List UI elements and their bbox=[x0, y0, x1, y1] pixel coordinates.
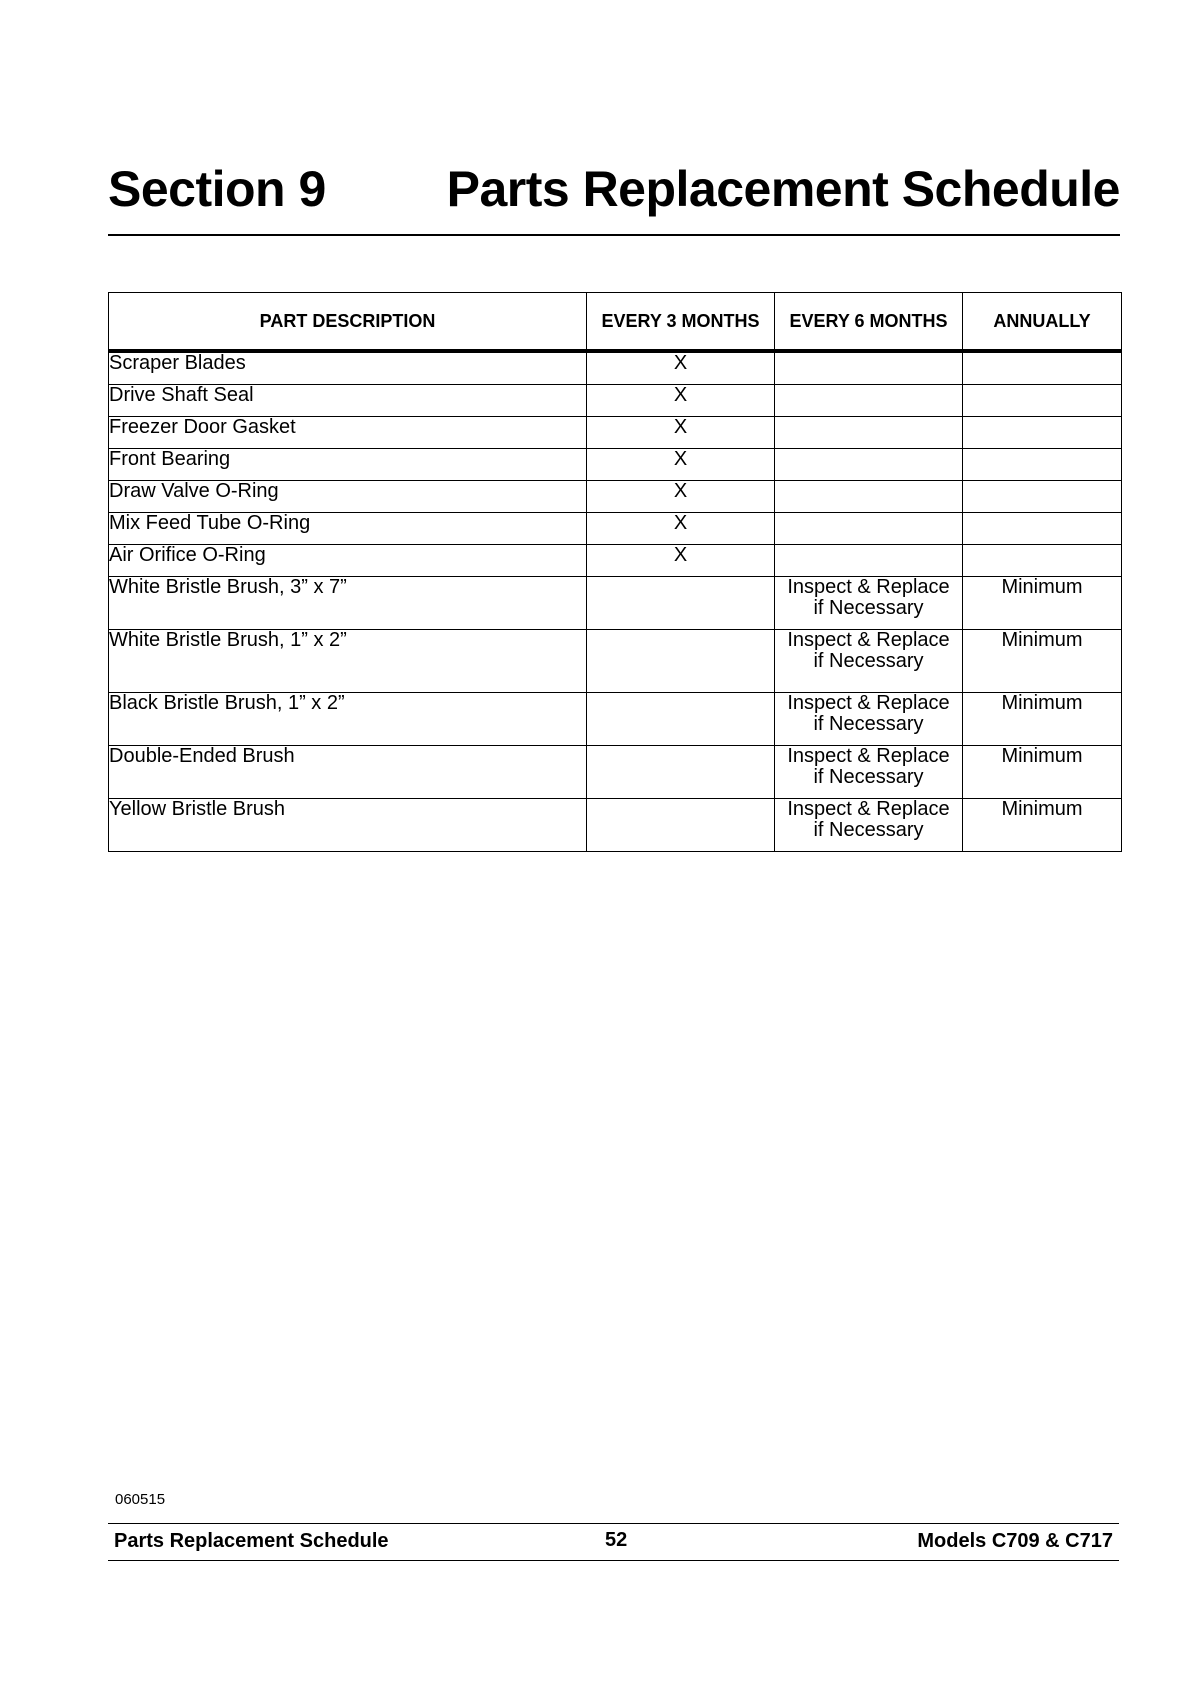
every-6-months-line-1: Inspect & Replace bbox=[787, 798, 950, 820]
page-number: 52 bbox=[605, 1529, 628, 1551]
every-3-months-cell bbox=[587, 630, 775, 693]
annually-cell bbox=[963, 417, 1122, 449]
part-description-cell: Scraper Blades bbox=[109, 351, 587, 385]
part-description-cell: Freezer Door Gasket bbox=[109, 417, 587, 449]
section-title: Parts Replacement Schedule bbox=[446, 161, 1120, 217]
every-3-months-cell: X bbox=[587, 385, 775, 417]
page-footer bbox=[108, 1523, 1119, 1561]
column-header-annually: ANNUALLY bbox=[963, 293, 1122, 352]
every-6-months-cell bbox=[775, 799, 963, 852]
every-3-months-cell: X bbox=[587, 449, 775, 481]
annually-cell: Minimum bbox=[963, 799, 1122, 852]
every-3-months-cell bbox=[587, 577, 775, 630]
part-description-cell: Draw Valve O-Ring bbox=[109, 481, 587, 513]
table-row bbox=[109, 385, 1122, 417]
every-3-months-cell: X bbox=[587, 481, 775, 513]
every-6-months-cell bbox=[775, 417, 963, 449]
every-6-months-line-2: if Necessary bbox=[813, 766, 924, 788]
part-description-cell: Air Orifice O-Ring bbox=[109, 545, 587, 577]
annually-cell: Minimum bbox=[963, 746, 1122, 799]
annually-cell bbox=[963, 481, 1122, 513]
document-code: 060515 bbox=[115, 1491, 166, 1508]
footer-section-title: Parts Replacement Schedule bbox=[114, 1530, 389, 1552]
every-3-months-cell: X bbox=[587, 513, 775, 545]
column-header-every-6-months: EVERY 6 MONTHS bbox=[775, 293, 963, 352]
annually-cell bbox=[963, 449, 1122, 481]
footer-models: Models C709 & C717 bbox=[917, 1530, 1113, 1552]
table-row bbox=[109, 449, 1122, 481]
table-row bbox=[109, 545, 1122, 577]
every-6-months-line-1: Inspect & Replace bbox=[787, 692, 950, 714]
every-6-months-line-1: Inspect & Replace bbox=[787, 629, 950, 651]
table-row bbox=[109, 513, 1122, 545]
section-label: Section 9 bbox=[108, 161, 326, 217]
every-3-months-cell bbox=[587, 799, 775, 852]
part-description-cell: Yellow Bristle Brush bbox=[109, 799, 587, 852]
table-row bbox=[109, 630, 1122, 693]
every-6-months-cell bbox=[775, 351, 963, 385]
table-row bbox=[109, 693, 1122, 746]
every-6-months-cell bbox=[775, 513, 963, 545]
table-row bbox=[109, 746, 1122, 799]
part-description-cell: White Bristle Brush, 3” x 7” bbox=[109, 577, 587, 630]
every-6-months-line-1: Inspect & Replace bbox=[787, 576, 950, 598]
table-row bbox=[109, 799, 1122, 852]
every-6-months-cell bbox=[775, 630, 963, 693]
column-header-every-3-months: EVERY 3 MONTHS bbox=[587, 293, 775, 352]
every-6-months-cell bbox=[775, 449, 963, 481]
part-description-cell: Double-Ended Brush bbox=[109, 746, 587, 799]
table-row bbox=[109, 577, 1122, 630]
table-header-row bbox=[109, 293, 1122, 352]
part-description-cell: Mix Feed Tube O-Ring bbox=[109, 513, 587, 545]
every-6-months-line-1: Inspect & Replace bbox=[787, 745, 950, 767]
every-3-months-cell: X bbox=[587, 351, 775, 385]
column-header-part-description: PART DESCRIPTION bbox=[109, 293, 587, 352]
every-6-months-cell bbox=[775, 693, 963, 746]
part-description-cell: Front Bearing bbox=[109, 449, 587, 481]
annually-cell bbox=[963, 351, 1122, 385]
annually-cell bbox=[963, 545, 1122, 577]
every-6-months-line-2: if Necessary bbox=[813, 597, 924, 619]
every-6-months-line-2: if Necessary bbox=[813, 713, 924, 735]
page-header bbox=[108, 150, 1120, 236]
annually-cell: Minimum bbox=[963, 630, 1122, 693]
every-3-months-cell bbox=[587, 746, 775, 799]
annually-cell: Minimum bbox=[963, 577, 1122, 630]
table-row bbox=[109, 417, 1122, 449]
part-description-cell: Black Bristle Brush, 1” x 2” bbox=[109, 693, 587, 746]
every-6-months-line-2: if Necessary bbox=[813, 650, 924, 672]
every-6-months-cell bbox=[775, 746, 963, 799]
table-row bbox=[109, 481, 1122, 513]
every-6-months-cell bbox=[775, 481, 963, 513]
annually-cell bbox=[963, 513, 1122, 545]
every-3-months-cell: X bbox=[587, 417, 775, 449]
annually-cell bbox=[963, 385, 1122, 417]
annually-cell: Minimum bbox=[963, 693, 1122, 746]
part-description-cell: White Bristle Brush, 1” x 2” bbox=[109, 630, 587, 693]
part-description-cell: Drive Shaft Seal bbox=[109, 385, 587, 417]
table-row bbox=[109, 351, 1122, 385]
every-3-months-cell bbox=[587, 693, 775, 746]
every-6-months-cell bbox=[775, 385, 963, 417]
parts-replacement-table bbox=[108, 292, 1122, 852]
every-3-months-cell: X bbox=[587, 545, 775, 577]
every-6-months-cell bbox=[775, 545, 963, 577]
every-6-months-cell bbox=[775, 577, 963, 630]
every-6-months-line-2: if Necessary bbox=[813, 819, 924, 841]
